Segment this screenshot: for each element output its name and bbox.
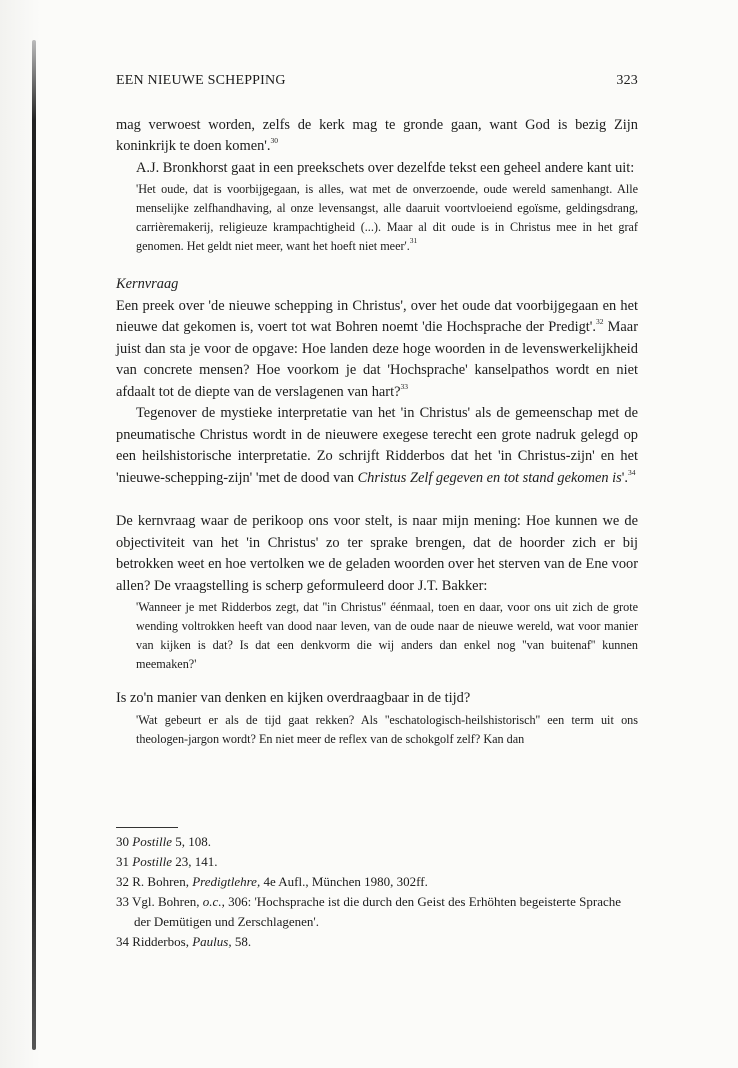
running-head xyxy=(116,70,638,92)
footnote-ref-34: 34 xyxy=(627,467,636,477)
page-number: 323 xyxy=(616,73,638,88)
footnote-32: 32 R. Bohren, Predigtlehre, 4e Aufl., München 1980, 302ff. xyxy=(116,874,428,889)
paragraph-5: De kernvraag waar de perikoop ons voor stelt, is naar mijn mening: Hoe kunnen we de objectiviteit van het 'in Christus' zo ter sprake brengen, dat de hoorder zich er bij betrokken weet en hoe vertolken we de geladen woorden over het sterven van de Ene voor allen? De vraagstelling is scherp geformuleerd door J.T. Bakker: xyxy=(116,513,638,594)
paragraph-2: A.J. Bronkhorst gaat in een preekschets over dezelfde tekst een geheel andere kant uit: xyxy=(136,159,635,176)
footnote-ref-32: 32 xyxy=(595,317,604,326)
paragraph-3: Een preek over 'de nieuwe schepping in Christus', over het oude dat voorbijgegaan en het nieuwe dat gekomen is, voert tot wat Bohren noemt 'die Hochsprache der Predigt'.$^{32}$ Maar juist dan sta je voor de opgave: Hoe landen deze hoge woorden in de levenswerkelijkheid van concrete mensen? Hoe voorkom je dat 'Hochsprache' kanselpathos wordt en niet afdaalt tot de diepte van de verslagenen van hart?$^{33}$ xyxy=(116,297,638,400)
chapter-title: EEN NIEUWE SCHEPPING xyxy=(116,73,286,88)
italic-quote: Christus Zelf gegeven en tot stand gekomen is xyxy=(357,469,622,486)
block-quote-bakker: 'Wanneer je met Ridderbos zegt, dat ''in Christus'' éénmaal, toen en daar, voor ons uit zich de grote wending voltrokken heeft van dood naar leven, van de oude naar de nieuwe wereld, wat voor manier van kijken is dat? Is dat een denkvorm die wij anders dan enkel nog ''van buitenaf'' kunnen meemaken?' xyxy=(136,600,638,671)
section-heading-kernvraag: Kernvraag xyxy=(116,276,179,292)
footnote-33: 33 Vgl. Bohren, o.c., 306: 'Hochsprache ist die durch den Geist des Erhöhten begeisterte Sprache der Demütigen und Zerschlagenen'. xyxy=(116,894,622,929)
paragraph-1: mag verwoest worden, zelfs de kerk mag te gronde gaan, want God is bezig Zijn koninkrijk te doen komen'.$^{30}$ xyxy=(116,116,638,154)
paragraph-6: Is zo'n manier van denken en kijken overdraagbaar in de tijd? xyxy=(116,690,471,706)
block-quote-bronkhorst: 'Het oude, dat is voorbijgegaan, is alles, wat met de onverzoende, oude wereld samenhangt. Alle menselijke zelfhandhaving, al onze levensangst, alle daaruit voortvloeiend egoïsme, geldingsdrang, carrièremakerij, religieuze krampachtigheid (...). Maar al dit oude is in Christus mee in het graf genomen. Het geldt niet meer, want het hoeft niet meer'.$^{31}$ xyxy=(136,182,638,253)
book-spine-shadow xyxy=(0,0,40,1068)
footnote-30: 30 Postille 5, 108. xyxy=(116,834,211,849)
footnote-ref-33: 33 xyxy=(400,381,408,391)
footnote-rule xyxy=(116,827,178,828)
footnote-34: 34 Ridderbos, Paulus, 58. xyxy=(116,934,252,949)
block-quote-continuation: 'Wat gebeurt er als de tijd gaat rekken? Als ''eschatologisch-heilshistorisch'' een term uit ons theologen-jargon wordt? En niet meer de reflex van de schokgolf zelf? Kan dan xyxy=(136,712,638,746)
footnotes xyxy=(116,827,638,952)
footnote-ref-31: 31 xyxy=(409,236,418,245)
paragraph-4: Tegenover de mystieke interpretatie van het 'in Christus' als de gemeenschap met de pneumatische Christus wordt in de nieuwere exegese terecht een grote nadruk gelegd op een heilshistorische interpretatie. Zo schrijft Ridderbos dat het 'in Christus-zijn' en het 'nieuwe-schepping-zijn' 'met de dood van Christus Zelf gegeven en tot stand gekomen is'.$^{34}$ xyxy=(116,405,638,486)
page-body xyxy=(116,70,638,749)
footnote-ref-30: 30 xyxy=(270,136,278,145)
footnote-31: 31 Postille 23, 141. xyxy=(116,854,218,869)
